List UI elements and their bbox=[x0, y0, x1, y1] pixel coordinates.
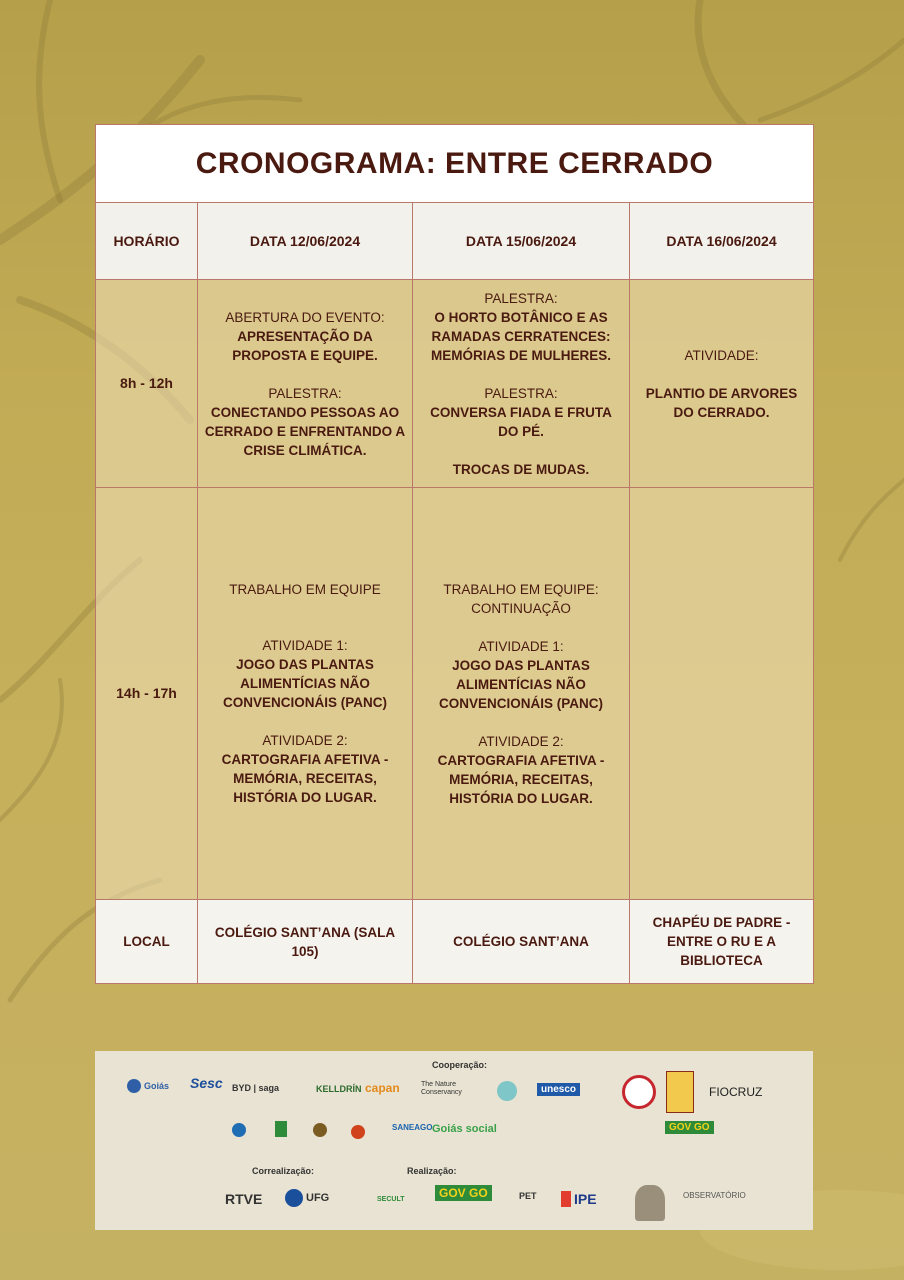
location-label: LOCAL bbox=[96, 900, 198, 984]
owl-logo bbox=[635, 1185, 665, 1221]
byd-saga-logo: BYD | saga bbox=[232, 1083, 280, 1093]
partners-panel bbox=[95, 1051, 813, 1230]
seal-icon bbox=[622, 1075, 656, 1109]
cell-afternoon-day1 bbox=[198, 488, 413, 900]
kelldrin-logo: KELLDRÍN bbox=[316, 1084, 362, 1094]
header-horario: HORÁRIO bbox=[96, 203, 198, 280]
correalizacao-title: Correalização: bbox=[252, 1166, 315, 1176]
observatorio-logo: OBSERVATÓRIO bbox=[683, 1191, 746, 1200]
header-row bbox=[96, 203, 814, 280]
realizacao-title: Realização: bbox=[407, 1166, 457, 1176]
activity-text: CONVERSA FIADA E FRUTA DO PÉ. bbox=[430, 404, 612, 439]
label: PALESTRA: bbox=[268, 385, 342, 401]
header-date-2: DATA 15/06/2024 bbox=[413, 203, 630, 280]
if-goiano-logo bbox=[275, 1121, 287, 1137]
activity-text: PLANTIO DE ARVORES DO CERRADO. bbox=[645, 385, 798, 420]
activity-text: JOGO DAS PLANTAS ALIMENTÍCIAS NÃO CONVENCIONÁIS (PANC) bbox=[438, 657, 603, 711]
cell-morning-day2 bbox=[413, 280, 630, 488]
policia-logo bbox=[313, 1123, 327, 1137]
label: ATIVIDADE 1: bbox=[478, 638, 564, 654]
ufg-logo: UFG bbox=[285, 1189, 329, 1207]
secult-logo: SECULT bbox=[377, 1196, 405, 1203]
govgo-logo-top: GOV GO bbox=[665, 1121, 714, 1134]
location-day2: COLÉGIO SANT’ANA bbox=[413, 900, 630, 984]
emblem-icon bbox=[666, 1071, 694, 1113]
label: TRABALHO EM EQUIPE: CONTINUAÇÃO bbox=[443, 581, 599, 616]
goias-logo: Goiás bbox=[127, 1079, 169, 1093]
fiocruz-logo: FIOCRUZ bbox=[709, 1085, 763, 1099]
location-row bbox=[96, 900, 814, 984]
rtve-logo: RTVE bbox=[225, 1191, 263, 1207]
cell-morning-day3 bbox=[630, 280, 814, 488]
activity-text: CARTOGRAFIA AFETIVA - MEMÓRIA, RECEITAS, HISTÓRIA DO LUGAR. bbox=[221, 752, 389, 805]
time-morning: 8h - 12h bbox=[96, 280, 198, 488]
label: PALESTRA: bbox=[484, 290, 558, 306]
cooperacao-title: Cooperação: bbox=[432, 1060, 488, 1070]
cell-afternoon-day2 bbox=[413, 488, 630, 900]
capan-logo: capan bbox=[365, 1081, 400, 1095]
label: ATIVIDADE: bbox=[684, 347, 759, 363]
sesc-logo: Sesc bbox=[190, 1075, 223, 1091]
label: ATIVIDADE 2: bbox=[478, 733, 564, 749]
cell-morning-day1 bbox=[198, 280, 413, 488]
unesco-logo: unesco bbox=[537, 1083, 580, 1096]
activity-text: CONECTANDO PESSOAS AO CERRADO E ENFRENTANDO A CRISE CLIMÁTICA. bbox=[204, 404, 406, 458]
uni-logo-a bbox=[232, 1123, 246, 1137]
page-title: CRONOGRAMA: ENTRE CERRADO bbox=[96, 125, 814, 203]
schedule-table bbox=[95, 124, 814, 984]
label: ABERTURA DO EVENTO: bbox=[225, 309, 385, 325]
activity-text: APRESENTAÇÃO DA PROPOSTA E EQUIPE. bbox=[232, 328, 378, 363]
ipe-logo: IPE bbox=[561, 1191, 597, 1207]
afternoon-row bbox=[96, 488, 814, 900]
label: TRABALHO EM EQUIPE bbox=[229, 582, 381, 597]
ufg-icon bbox=[285, 1189, 303, 1207]
header-date-3: DATA 16/06/2024 bbox=[630, 203, 814, 280]
emblem-logo bbox=[666, 1071, 694, 1113]
time-afternoon: 14h - 17h bbox=[96, 488, 198, 900]
bird-logo bbox=[351, 1125, 365, 1139]
label: ATIVIDADE 1: bbox=[262, 638, 348, 653]
header-date-1: DATA 12/06/2024 bbox=[198, 203, 413, 280]
owl-icon bbox=[635, 1185, 665, 1221]
morning-row bbox=[96, 280, 814, 488]
location-day3: CHAPÉU DE PADRE - ENTRE O RU E A BIBLIOTECA bbox=[630, 900, 814, 984]
activity-text: JOGO DAS PLANTAS ALIMENTÍCIAS NÃO CONVENCIONÁIS (PANC) bbox=[222, 657, 387, 710]
saneago-logo: SANEAGO bbox=[392, 1123, 433, 1132]
label: PALESTRA: bbox=[484, 385, 558, 401]
nature-conservancy-logo: The Nature Conservancy bbox=[421, 1081, 462, 1096]
museum-seal-logo bbox=[622, 1075, 656, 1109]
activity-text: O HORTO BOTÂNICO E AS RAMADAS CERRATENCES: MEMÓRIAS DE MULHERES. bbox=[430, 309, 611, 363]
activity-text: CARTOGRAFIA AFETIVA - MEMÓRIA, RECEITAS, HISTÓRIA DO LUGAR. bbox=[437, 752, 605, 806]
activity-text: TROCAS DE MUDAS. bbox=[452, 461, 590, 477]
goias-icon bbox=[127, 1079, 141, 1093]
pet-logo: PET bbox=[519, 1191, 537, 1201]
label: ATIVIDADE 2: bbox=[262, 733, 348, 748]
cell-afternoon-day3-empty bbox=[630, 488, 814, 900]
goias-social-logo: Goiás social bbox=[432, 1123, 497, 1135]
flower-logo bbox=[497, 1081, 517, 1101]
flower-icon bbox=[497, 1081, 517, 1101]
govgo-logo: GOV GO bbox=[435, 1185, 492, 1201]
location-day1: COLÉGIO SANT’ANA (SALA 105) bbox=[198, 900, 413, 984]
